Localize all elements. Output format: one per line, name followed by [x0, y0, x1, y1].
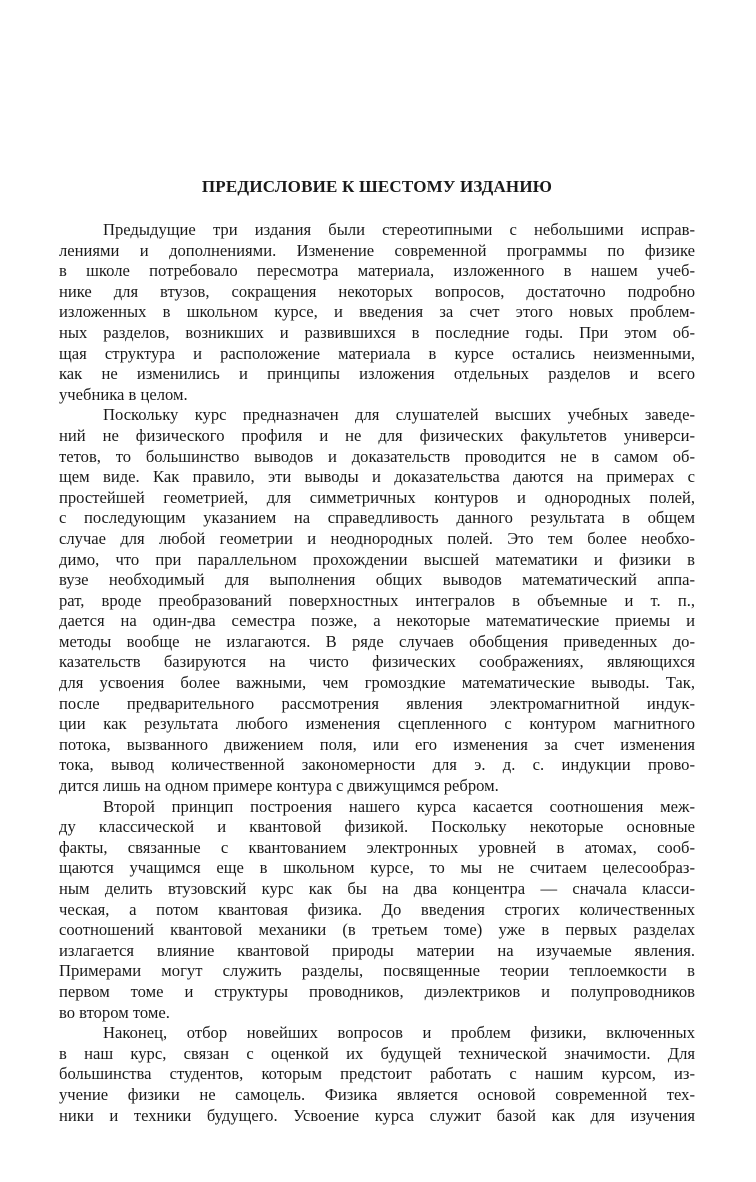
- paragraph-line: во втором томе.: [59, 1002, 170, 1022]
- paragraph-line: лениями и дополнениями. Изменение современной программы по физике: [59, 240, 695, 260]
- paragraph-line: случае для любой геометрии и неоднородных полей. Это тем более необхо-: [59, 528, 695, 548]
- paragraph-line: ческая, а потом квантовая физика. До введения строгих количественных: [59, 899, 695, 919]
- paragraph: [59, 797, 695, 1024]
- paragraph-line: Наконец, отбор новейших вопросов и проблем физики, включенных: [103, 1023, 695, 1043]
- paragraph-line: факты, связанные с квантованием электронных уровней в атомах, сооб-: [59, 837, 695, 857]
- paragraph-line: дится лишь на одном примере контура с движущимся ребром.: [59, 776, 499, 796]
- paragraph-line: соотношений квантовой механики (в третьем томе) уже в первых разделах: [59, 920, 695, 940]
- paragraph-line: Второй принцип построения нашего курса касается соотношения меж-: [103, 796, 695, 816]
- paragraph-line: рат, вроде преобразований поверхностных интегралов в объемные и т. п.,: [59, 590, 695, 610]
- paragraph-line: учебника в целом.: [59, 384, 188, 404]
- paragraph-line: ции как результата любого изменения сцепленного с контуром магнитного: [59, 714, 695, 734]
- paragraph-line: в школе потребовало пересмотра материала, изложенного в нашем учеб-: [59, 261, 695, 281]
- paragraph-line: Примерами могут служить разделы, посвященные теории теплоемкости в: [59, 961, 695, 981]
- paragraph-line: простейшей геометрией, для симметричных контуров и однородных полей,: [59, 487, 695, 507]
- paragraph-line: вузе необходимый для выполнения общих выводов математический аппа-: [59, 570, 695, 590]
- paragraph-line: потока, вызванного движением поля, или его изменения за счет изменения: [59, 734, 695, 754]
- paragraph-line: в наш курс, связан с оценкой их будущей технической значимости. Для: [59, 1043, 695, 1063]
- paragraph-line: дается на один-два семестра позже, а некоторые математические приемы и: [59, 611, 695, 631]
- paragraph-line: для усвоения более важными, чем громоздкие математические выводы. Так,: [59, 673, 695, 693]
- paragraph-line: тока, вывод количественной закономерности для э. д. с. индукции прово-: [59, 755, 695, 775]
- paragraph-line: щаются учащимся еще в школьном курсе, то мы не считаем целесообраз-: [59, 858, 695, 878]
- paragraph-line: как не изменились и принципы изложения отдельных разделов и всего: [59, 364, 695, 384]
- paragraph: [59, 220, 695, 405]
- paragraph-line: после предварительного рассмотрения явления электромагнитной индук-: [59, 693, 695, 713]
- paragraph-line: изложенных в школьном курсе, и введения за счет этого новых проблем-: [59, 302, 695, 322]
- paragraph-line: ным делить втузовский курс как бы на два концентра — сначала класси-: [59, 879, 695, 898]
- page-body: [59, 176, 695, 1126]
- paragraph-line: казательств базируются на чисто физических соображениях, являющихся: [59, 652, 695, 672]
- paragraph-line: нике для втузов, сокращения некоторых вопросов, достаточно подробно: [59, 281, 695, 301]
- paragraph-line: димо, что при параллельном прохождении высшей математики и физики в: [59, 549, 695, 569]
- paragraph-line: тетов, то большинство выводов и доказательств проводится не в самом об-: [59, 446, 695, 466]
- paragraph-line: щая структура и расположение материала в курсе остались неизменными,: [59, 343, 695, 363]
- paragraph-line: ники и техники будущего. Усвоение курса служит базой как для изучения: [59, 1105, 695, 1125]
- paragraph-line: большинства студентов, которым предстоит работать с нашим курсом, из-: [59, 1064, 695, 1084]
- paragraph-line: излагается влияние квантовой природы материи на изучаемые явления.: [59, 940, 695, 960]
- paragraph-line: ний не физического профиля и не для физических факультетов универси-: [59, 425, 695, 445]
- page-title: ПРЕДИСЛОВИЕ К ШЕСТОМУ ИЗДАНИЮ: [201, 177, 553, 196]
- paragraph-line: ных разделов, возникших и развившихся в последние годы. При этом об-: [59, 322, 695, 342]
- paragraph: [59, 405, 695, 796]
- paragraph-line: первом томе и структуры проводников, диэлектриков и полупроводников: [59, 981, 695, 1001]
- paragraph-line: с последующим указанием на справедливость данного результата в общем: [59, 508, 695, 528]
- paragraph-line: щем виде. Как правило, эти выводы и доказательства даются на примерах с: [59, 467, 695, 487]
- paragraph-line: Поскольку курс предназначен для слушателей высших учебных заведе-: [103, 405, 695, 425]
- paragraph-line: ду классической и квантовой физикой. Поскольку некоторые основные: [59, 817, 695, 837]
- paragraph: [59, 1023, 695, 1126]
- paragraph-line: учение физики не самоцель. Физика является основой современной тех-: [59, 1084, 695, 1104]
- paragraphs-container: [59, 220, 695, 1126]
- paragraph-line: Предыдущие три издания были стереотипными с небольшими исправ-: [103, 220, 695, 239]
- paragraph-line: методы вообще не излагаются. В ряде случаев обобщения приведенных до-: [59, 631, 695, 651]
